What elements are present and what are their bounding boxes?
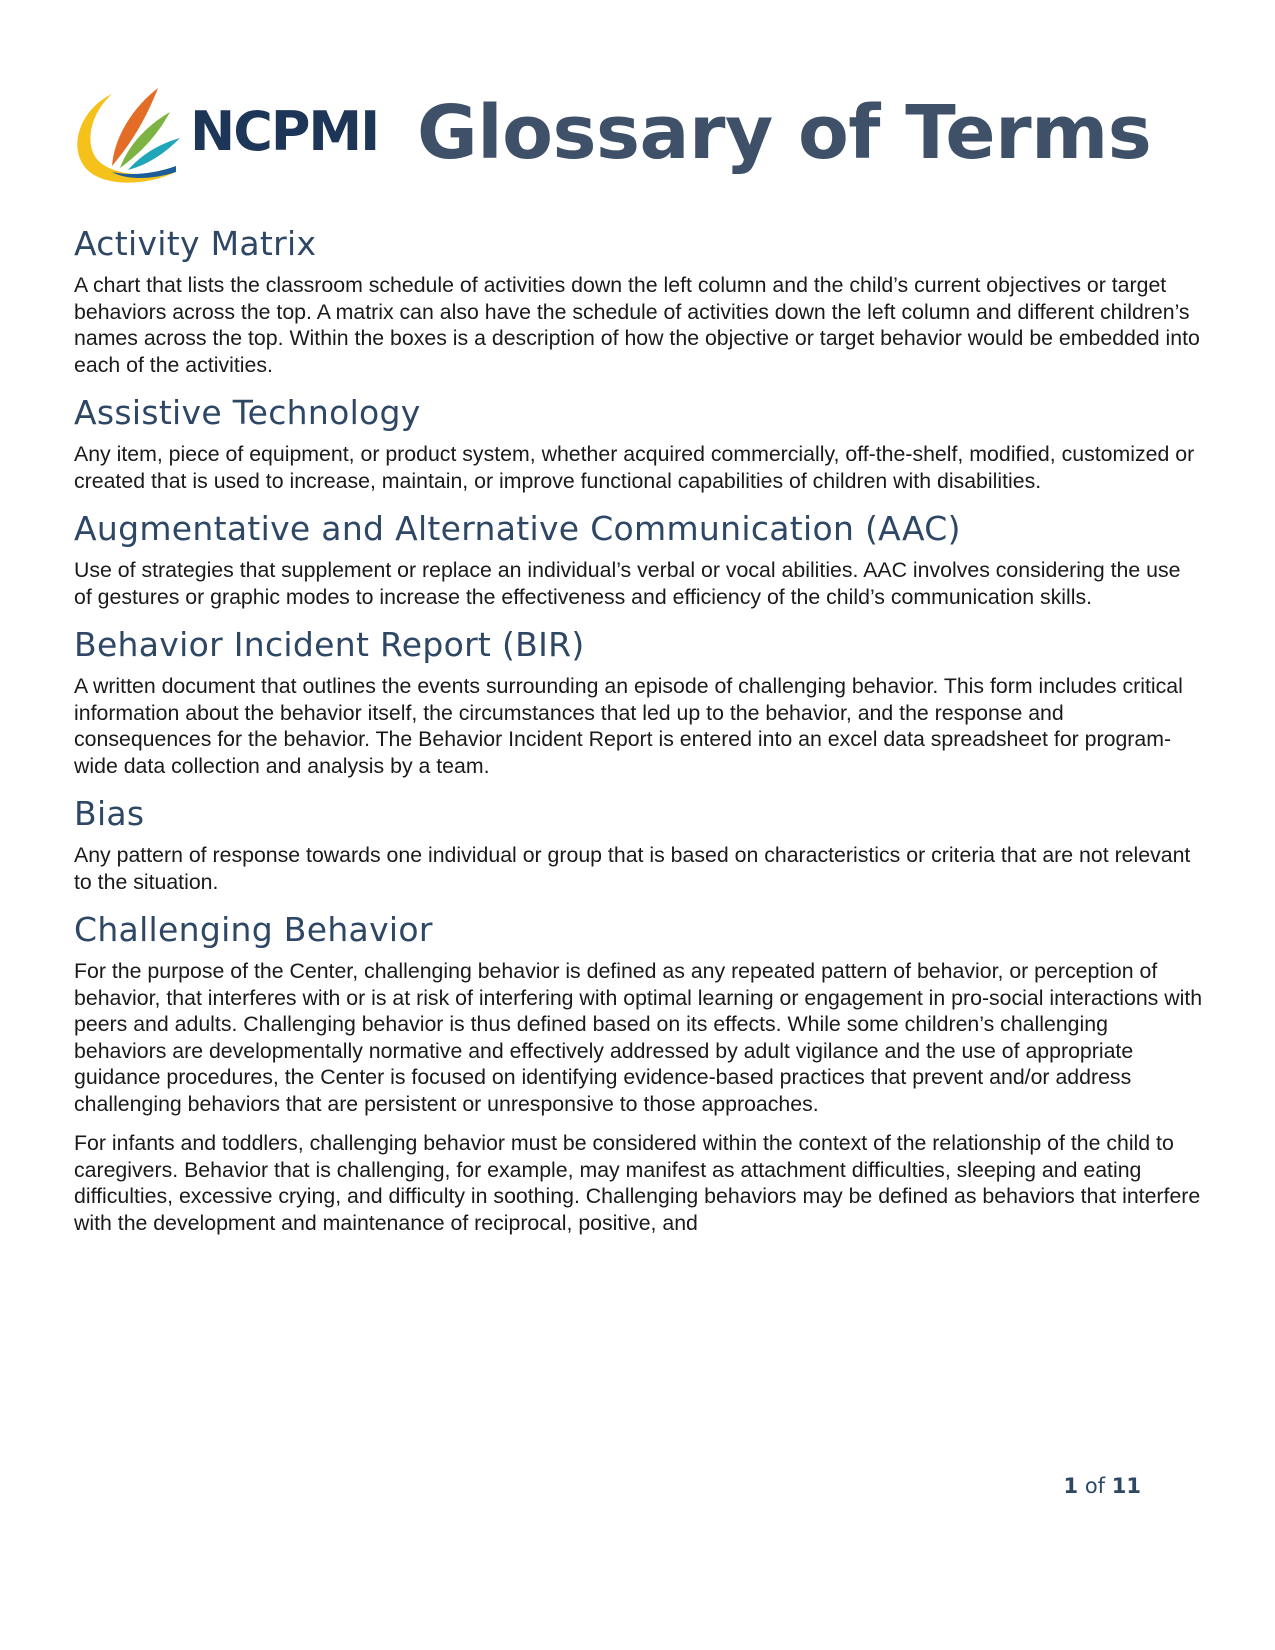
glossary-term [74, 391, 1204, 494]
term-title: Assistive Technology [74, 393, 421, 432]
term-title: Behavior Incident Report (BIR) [74, 625, 585, 664]
term-definition: For the purpose of the Center, challenging behavior is defined as any repeated pattern of behavior, or perception of behavior, that interferes with or is at risk of interfering with optimal learning or engagement in pro-social interactions with peers and adults. Challenging behavior is thus defined based on its effects. While some children’s challenging behaviors are developmentally normative and effectively addressed by adult vigilance and the use of appropriate guidance procedures, the Center is focused on identifying evidence-based practices that prevent and/or address challenging behaviors that are persistent or unresponsive to those approaches. [74, 959, 1203, 1116]
ncpmi-logo-icon [72, 80, 184, 190]
page-current: 1 [1063, 1474, 1079, 1498]
glossary-content [74, 222, 1204, 1236]
document-header [72, 72, 1212, 192]
ncpmi-logo-text: NCPMI [190, 100, 379, 163]
term-definition: Use of strategies that supplement or replace an individual’s verbal or vocal abilities. AAC involves considering the use of gestures or graphic modes to increase the effectiveness and efficiency of the child’s communication skills. [74, 558, 1181, 609]
term-title: Augmentative and Alternative Communication (AAC) [74, 509, 961, 548]
page-total: 11 [1111, 1474, 1141, 1498]
glossary-term [74, 507, 1204, 610]
term-definition: A chart that lists the classroom schedule of activities down the left column and the child’s current objectives or target behaviors across the top. A matrix can also have the schedule of activities down the left column and different children’s names across the top. Within the boxes is a description of how the objective or target behavior would be embedded into each of the activities. [74, 273, 1200, 377]
term-definition: A written document that outlines the events surrounding an episode of challenging behavior. This form includes critical information about the behavior itself, the circumstances that led up to the behavior, and the response and consequences for the behavior. The Behavior Incident Report is entered into an excel data spreadsheet for program-wide data collection and analysis by a team. [74, 674, 1183, 778]
page-number [1064, 1474, 1141, 1498]
term-title: Bias [74, 794, 145, 833]
term-title: Challenging Behavior [74, 910, 433, 949]
page-of-label: of [1084, 1474, 1106, 1498]
glossary-term [74, 623, 1204, 779]
term-title: Activity Matrix [74, 224, 317, 263]
term-definition: Any item, piece of equipment, or product system, whether acquired commercially, off-the-shelf, modified, customized or created that is used to increase, maintain, or improve functional capabilities of children with disabilities. [74, 442, 1195, 493]
glossary-term [74, 222, 1204, 378]
glossary-term [74, 908, 1204, 1236]
page-title: Glossary of Terms [417, 90, 1152, 176]
term-definition: For infants and toddlers, challenging behavior must be considered within the context of the relationship of the child to caregivers. Behavior that is challenging, for example, may manifest as attachment difficulties, sleeping and eating difficulties, excessive crying, and difficulty in soothing. Challenging behaviors may be defined as behaviors that interfere with the development and maintenance of reciprocal, positive, and [74, 1131, 1201, 1235]
term-definition: Any pattern of response towards one individual or group that is based on characteristics or criteria that are not relevant to the situation. [74, 843, 1191, 894]
glossary-term [74, 792, 1204, 895]
